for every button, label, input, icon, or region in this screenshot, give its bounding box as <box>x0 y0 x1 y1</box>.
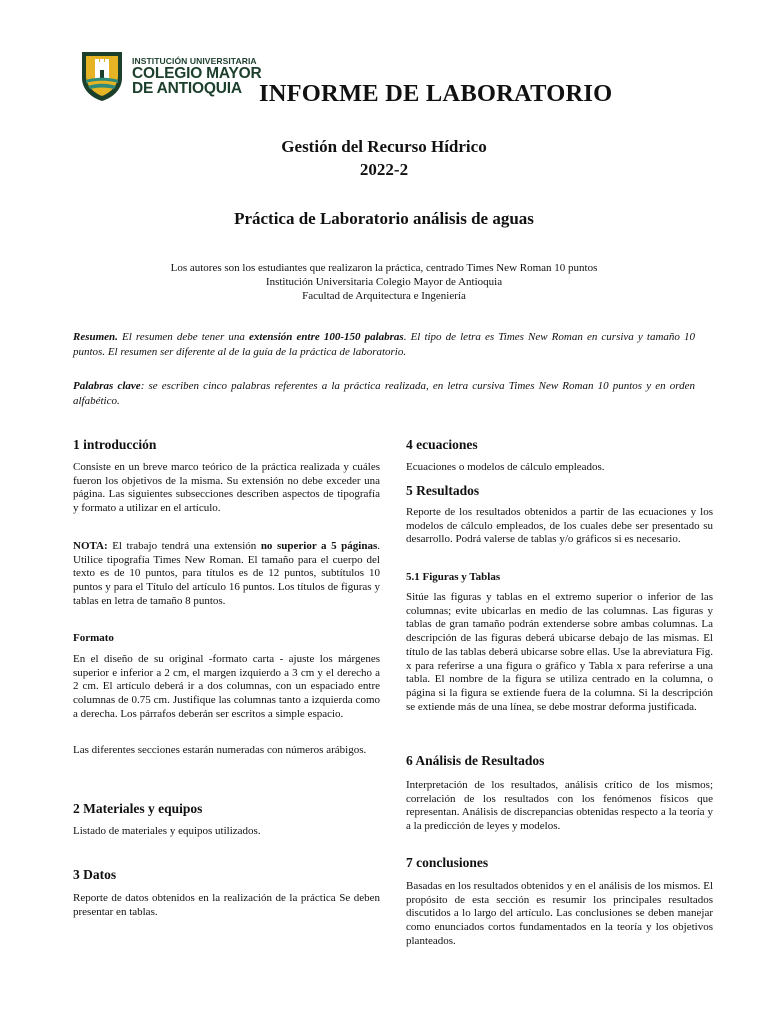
practice-title: Práctica de Laboratorio análisis de aguas <box>234 209 534 228</box>
institution-logo <box>78 50 261 102</box>
report-title: INFORME DE LABORATORIO <box>259 80 613 107</box>
section-heading-introduccion: 1 introducción <box>73 437 157 452</box>
note-bold: no superior a 5 páginas <box>260 540 378 552</box>
section-paragraph: Listado de materiales y equipos utilizados. <box>73 825 261 837</box>
section-heading-resultados: 5 Resultados <box>406 483 480 498</box>
section-heading-analisis: 6 Análisis de Resultados <box>406 753 545 768</box>
keywords-text: : se escriben cinco palabras referentes a la práctica realizada, en letra cursiva Times New Roman 10 puntos y en orden alfabético. <box>73 380 695 407</box>
logo-line-2: COLEGIO MAYOR <box>132 65 262 82</box>
note-text-1: El trabajo tendrá una extensión <box>107 540 261 552</box>
course-name: Gestión del Recurso Hídrico <box>281 137 487 156</box>
academic-term: 2022-2 <box>359 160 409 179</box>
note-text-2: . Utilice tipografía Times New Roman. El tamaño para el cuerpo del texto es de 10 puntos, para títulos es de 12 puntos, subtítulos 10 puntos y para el Título del artículo 16 puntos. Los títulos de figuras y tablas en letra de tamaño 8 puntos. <box>73 540 380 607</box>
subsection-heading-formato: Formato <box>73 632 114 644</box>
section-paragraph: Consiste en un breve marco teórico de la práctica realizada y cuáles fueron los objetivos de la misma. Su extensión no debe exceder una página. Las siguientes subsecciones describen aspectos de tipografía y formato a utilizar en el artículo. <box>73 461 380 515</box>
faculty-line: Facultad de Arquitectura e Ingeniería <box>302 290 466 302</box>
keywords-paragraph <box>73 379 695 409</box>
institution-line: Institución Universitaria Colegio Mayor de Antioquia <box>265 276 503 288</box>
logo-line-3: DE ANTIOQUIA <box>132 80 242 97</box>
abstract-text-2: . El tipo de letra es Times New Roman en cursiva y tamaño 10 puntos. El resumen ser diferente al de la guía de la práctica de laboratorio. <box>73 331 695 358</box>
note-label: NOTA: <box>73 540 108 552</box>
section-heading-datos: 3 Datos <box>73 867 117 882</box>
abstract-paragraph <box>73 330 695 360</box>
logo-wordmark <box>132 56 261 96</box>
section-paragraph: Basadas en los resultados obtenidos y en el análisis de los mismos. El propósito de esta sección es resumir los principales resultados discutidos a lo largo del artículo. Las conclusiones se deben manejar como enunciados cortos fundamentados en la teoría y los objetivos planteados. <box>406 880 713 947</box>
section-paragraph: Las diferentes secciones estarán numeradas con números arábigos. <box>73 744 367 756</box>
subsection-heading-figuras: 5.1 Figuras y Tablas <box>406 571 501 583</box>
keywords-label: Palabras clave <box>73 380 141 392</box>
section-paragraph: Reporte de los resultados obtenidos a partir de las ecuaciones y los modelos de cálculo empleados, de los cuales debe ser presentado su desarrollo. Podrá valerse de tablas y/o gráficos si es necesario. <box>406 506 713 546</box>
authors-line: Los autores son los estudiantes que realizaron la práctica, centrado Times New Roman 10 puntos <box>170 262 598 274</box>
abstract-text-1: El resumen debe tener una <box>117 331 250 343</box>
section-paragraph: En el diseño de su original -formato carta - ajuste los márgenes superior e inferior a 2 cm, el margen izquierdo a 3 cm y el derecho a 2 cm. El artículo deberá ir a dos columnas, con un espaciado entre columnas de 0.75 cm. Justifique las columnas tanto a izquierda como a derecha. Los párrafos deberán ser escritos a simple espacio. <box>73 653 380 720</box>
institution-shield-icon <box>78 50 126 102</box>
logo-line-1: INSTITUCIÓN UNIVERSITARIA <box>132 56 257 66</box>
section-heading-ecuaciones: 4 ecuaciones <box>406 437 478 452</box>
section-heading-conclusiones: 7 conclusiones <box>406 855 489 870</box>
section-paragraph: Ecuaciones o modelos de cálculo empleados. <box>406 461 605 473</box>
note-paragraph <box>73 540 380 609</box>
section-paragraph: Interpretación de los resultados, análisis crítico de los mismos; correlación de los resultados con los fenómenos físicos que representan. Análisis de discrepancias obtenidas respecto a la teoría y a la predicción de leyes y modelos. <box>406 779 713 833</box>
abstract-label: Resumen. <box>73 331 118 343</box>
abstract-bold: extensión entre 100-150 palabras <box>249 331 404 343</box>
section-paragraph: Sitúe las figuras y tablas en el extremo superior o inferior de las columnas; evite ubicarlas en medio de las columnas. Las figuras y tablas de gran tamaño podrán extenderse sobre ambas columnas. La descripción de las figuras deberá ubicarse debajo de las mismas. El título de las tablas deberá ubicarse sobre ellas. Use la abreviatura Fig. x para referirse a una figura o gráfico y Tabla x para referirse a una tabla. El nombre de la figura se utiliza centrado en la columna, o página si la figura se extiende fuera de la columna. Si la descripción se extiende más de una línea, se debe mostrar deforma justificada. <box>406 591 713 713</box>
section-heading-materiales: 2 Materiales y equipos <box>73 801 203 816</box>
section-paragraph: Reporte de datos obtenidos en la realización de la práctica Se deben presentar en tablas. <box>73 892 380 918</box>
